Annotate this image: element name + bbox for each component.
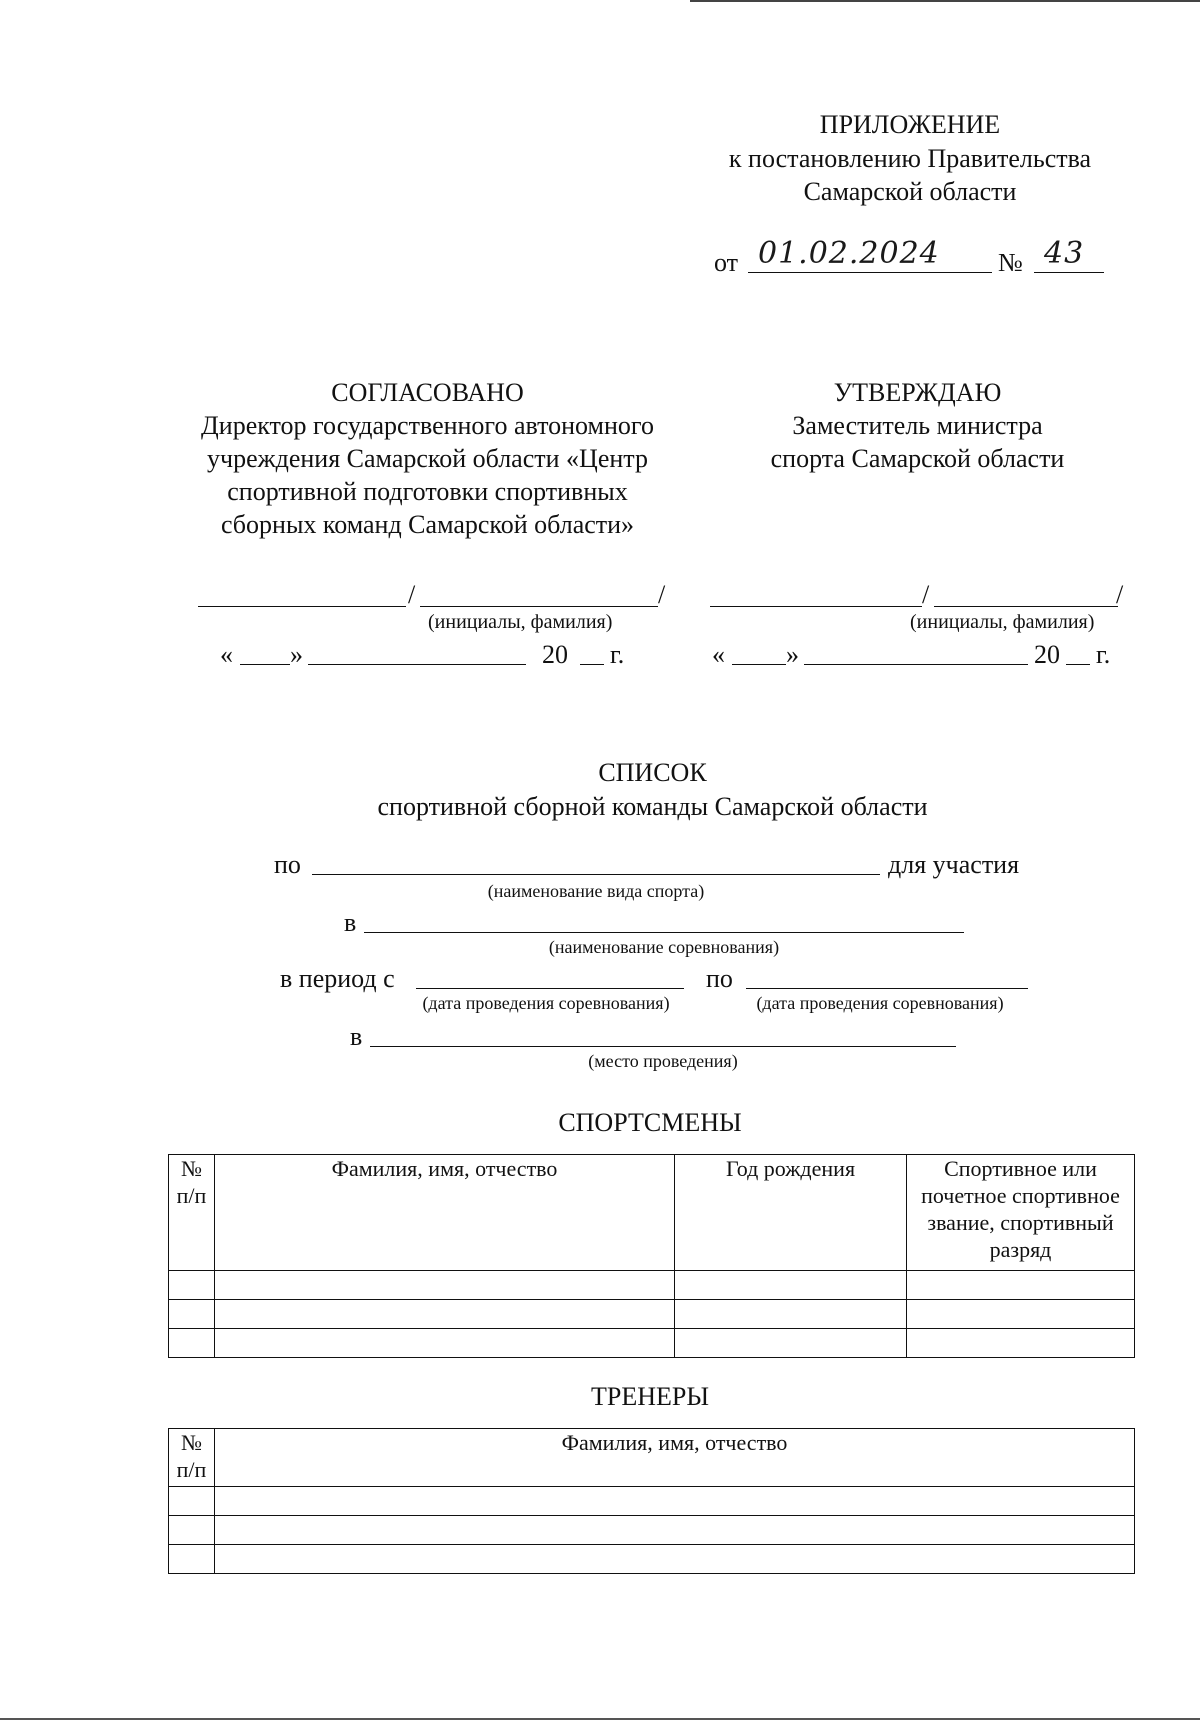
agreed-signature-line	[198, 606, 406, 607]
list-title: СПИСОК	[598, 758, 707, 787]
list-participation-label: для участия	[888, 850, 1020, 879]
place-line	[370, 1046, 956, 1047]
sport-caption: (наименование вида спорта)	[487, 881, 705, 901]
competition-line	[364, 932, 964, 933]
approved-name-line	[934, 606, 1118, 607]
list-v-label: в	[344, 908, 357, 937]
date-line	[748, 272, 992, 273]
appendix-line1: к постановлению Правительства	[728, 144, 1092, 173]
table-cell[interactable]	[169, 1487, 215, 1516]
table-row	[169, 1271, 1135, 1300]
agreed-slash-2: /	[658, 580, 666, 609]
list-po-label: по	[274, 850, 301, 879]
table-cell[interactable]	[907, 1300, 1135, 1329]
approved-year-suffix: г.	[1096, 640, 1111, 669]
number-prefix: №	[998, 248, 1023, 277]
period-from-caption: (дата проведения соревнования)	[422, 993, 670, 1013]
table-cell[interactable]	[215, 1516, 1135, 1545]
athletes-header-birth: Год рождения	[675, 1155, 907, 1271]
approved-line-2: спорта Самарской области	[770, 444, 1065, 473]
list-v-label-2: в	[350, 1022, 363, 1051]
approved-date-close: »	[786, 640, 799, 669]
athletes-header-name: Фамилия, имя, отчество	[215, 1155, 675, 1271]
table-cell[interactable]	[907, 1329, 1135, 1358]
coaches-header-num: № п/п	[169, 1429, 215, 1487]
table-cell[interactable]	[169, 1300, 215, 1329]
coaches-table	[168, 1428, 1135, 1574]
agreed-line-1: Директор государственного автономного	[201, 411, 654, 440]
approved-year: 20	[1034, 640, 1060, 669]
appendix-title: ПРИЛОЖЕНИЕ	[819, 110, 1001, 139]
period-from-line	[416, 988, 684, 989]
approved-line-1: Заместитель министра	[792, 411, 1043, 440]
approved-slash-1: /	[922, 580, 930, 609]
number-handwritten: 43	[1044, 236, 1085, 271]
period-to-label: по	[706, 964, 733, 993]
agreed-year-line	[580, 664, 604, 665]
table-cell[interactable]	[169, 1271, 215, 1300]
approved-title: УТВЕРЖДАЮ	[833, 378, 1002, 407]
table-cell[interactable]	[675, 1300, 907, 1329]
table-cell[interactable]	[675, 1329, 907, 1358]
table-cell[interactable]	[215, 1329, 675, 1358]
period-label: в период с	[280, 964, 395, 993]
table-cell[interactable]	[215, 1300, 675, 1329]
table-cell[interactable]	[215, 1271, 675, 1300]
coaches-title: ТРЕНЕРЫ	[590, 1382, 709, 1411]
list-subtitle: спортивной сборной команды Самарской области	[377, 792, 928, 821]
agreed-title: СОГЛАСОВАНО	[331, 378, 524, 407]
athletes-header-num: № п/п	[169, 1155, 215, 1271]
agreed-date-close: »	[290, 640, 303, 669]
scan-edge-top	[690, 0, 1200, 2]
place-caption: (место проведения)	[588, 1051, 738, 1071]
table-row	[169, 1300, 1135, 1329]
table-cell[interactable]	[907, 1271, 1135, 1300]
date-handwritten: 01.02.2024	[758, 236, 940, 271]
table-row	[169, 1329, 1135, 1358]
table-cell[interactable]	[675, 1271, 907, 1300]
appendix-line2: Самарской области	[803, 177, 1017, 206]
table-row	[169, 1545, 1135, 1574]
agreed-date-open: «	[220, 640, 233, 669]
table-cell[interactable]	[169, 1545, 215, 1574]
agreed-month-line	[308, 664, 526, 665]
approved-day-line	[732, 664, 786, 665]
table-row	[169, 1487, 1135, 1516]
table-cell[interactable]	[215, 1487, 1135, 1516]
approved-slash-2: /	[1116, 580, 1124, 609]
coaches-header-row	[169, 1429, 1135, 1487]
coaches-header-name: Фамилия, имя, отчество	[215, 1429, 1135, 1487]
athletes-table	[168, 1154, 1135, 1358]
table-cell[interactable]	[169, 1329, 215, 1358]
approved-year-line	[1066, 664, 1090, 665]
athletes-header-row	[169, 1155, 1135, 1271]
agreed-day-line	[240, 664, 290, 665]
agreed-year: 20	[542, 640, 568, 669]
agreed-slash-1: /	[408, 580, 416, 609]
table-cell[interactable]	[215, 1545, 1135, 1574]
athletes-header-rank: Спортивное или почетное спортивное звание, спортивный разряд	[907, 1155, 1135, 1271]
agreed-line-2: учреждения Самарской области «Центр	[207, 444, 648, 473]
agreed-sign-caption: (инициалы, фамилия)	[428, 611, 613, 633]
athletes-title: СПОРТСМЕНЫ	[558, 1108, 742, 1137]
period-to-caption: (дата проведения соревнования)	[756, 993, 1004, 1013]
approved-date-open: «	[712, 640, 725, 669]
approved-month-line	[804, 664, 1028, 665]
agreed-name-line	[420, 606, 658, 607]
table-cell[interactable]	[169, 1516, 215, 1545]
agreed-line-4: сборных команд Самарской области»	[220, 510, 635, 539]
date-prefix: от	[714, 248, 739, 277]
approved-signature-line	[710, 606, 922, 607]
sport-line	[312, 874, 880, 875]
competition-caption: (наименование соревнования)	[548, 937, 780, 957]
agreed-line-3: спортивной подготовки спортивных	[227, 477, 628, 506]
scan-edge-bottom	[0, 1718, 1200, 1720]
period-to-line	[746, 988, 1028, 989]
number-line	[1034, 272, 1104, 273]
approved-sign-caption: (инициалы, фамилия)	[910, 611, 1095, 633]
table-row	[169, 1516, 1135, 1545]
agreed-year-suffix: г.	[610, 640, 625, 669]
